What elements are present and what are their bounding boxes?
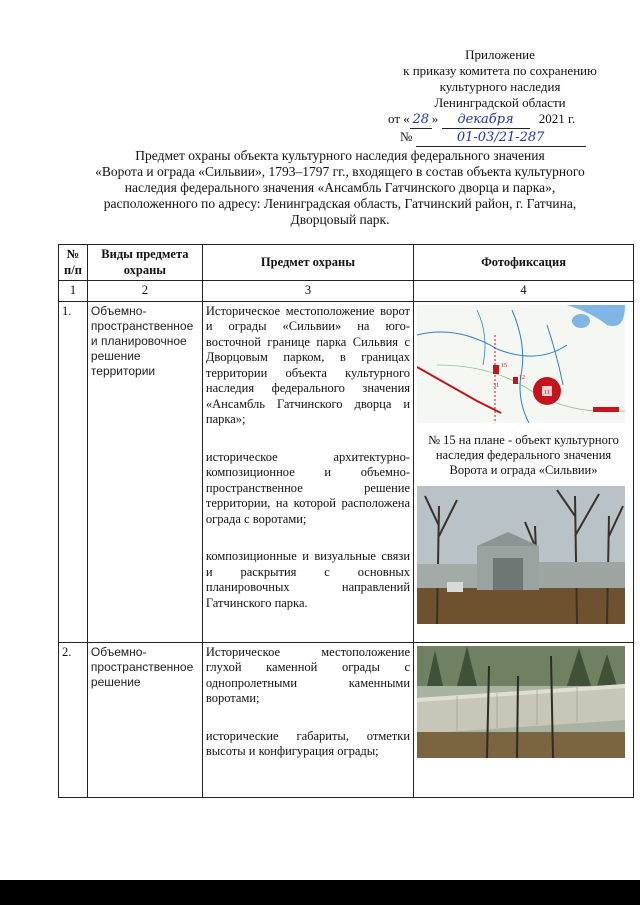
- wall-photo: [417, 646, 625, 758]
- row-photo: [414, 301, 634, 642]
- title-line-2: «Ворота и ограда «Сильвии», 1793–1797 гг., входящего в состав объекта культурного: [95, 164, 585, 179]
- scan-bottom-border: [0, 880, 640, 905]
- date-prefix: от «: [388, 111, 410, 126]
- subject-paragraph: композиционные и визуальные связи и раскрытия с основных планировочных направлений Гатчинского парка.: [205, 549, 411, 610]
- number-value: 01-03/21-287: [416, 130, 586, 147]
- column-number: 3: [202, 281, 413, 302]
- appendix-line-2: к приказу комитета по сохранению: [403, 63, 597, 78]
- header-num: № п/п: [59, 245, 88, 281]
- map-label: 15: [501, 362, 508, 369]
- title-line-3: наследия федерального значения «Ансамбль Гатчинского дворца и парка»,: [124, 180, 556, 195]
- row-photo: [414, 642, 634, 797]
- site-plan-map: [417, 305, 625, 423]
- date-day: 28: [410, 112, 432, 129]
- date-year: 2021 г.: [538, 111, 576, 126]
- title-line-1: Предмет охраны объекта культурного наследия федерального значения: [135, 148, 545, 163]
- date-mid: »: [431, 111, 439, 126]
- date-month: декабря: [442, 112, 530, 129]
- document-title: [60, 148, 620, 228]
- column-number: 1: [59, 281, 88, 302]
- row-num: 2.: [59, 642, 88, 797]
- row-kind: Объемно-пространственное решение: [87, 642, 202, 797]
- map-caption: № 15 на плане - объект культурного наследия федерального значения Ворота и ограда «Сильвии»: [428, 433, 619, 477]
- table-row: [59, 642, 634, 797]
- title-line-4: расположенного по адресу: Ленинградская область, Гатчинский район, г. Гатчина,: [103, 196, 577, 211]
- row-kind: Объемно-пространственное и планировочное решение территории: [87, 301, 202, 642]
- column-number: 4: [414, 281, 634, 302]
- column-number-row: [59, 281, 634, 302]
- appendix-line-4: Ленинградской области: [434, 95, 566, 110]
- map-label: 12: [519, 374, 526, 381]
- map-label: 11: [544, 389, 550, 396]
- appendix-date: [380, 111, 620, 129]
- table-row: [59, 301, 634, 642]
- table-header-row: [59, 245, 634, 281]
- row-subject: [202, 301, 413, 642]
- header-subject: Предмет охраны: [202, 245, 413, 281]
- gate-photo: [417, 486, 625, 624]
- subject-paragraph: историческое архитектурно-композиционное и объемно-пространственное решение территории, на которой расположена ограда с воротами;: [205, 449, 411, 526]
- row-subject: [202, 642, 413, 797]
- appendix-line-3: культурного наследия: [439, 79, 561, 94]
- subject-paragraph: исторические габариты, отметки высоты и конфигурация ограды;: [205, 728, 411, 758]
- header-kind: Виды предмета охраны: [87, 245, 202, 281]
- column-number: 2: [87, 281, 202, 302]
- protection-table: [58, 244, 634, 798]
- map-label: 31: [493, 382, 500, 389]
- appendix-number: [380, 129, 620, 147]
- appendix-line-1: Приложение: [465, 47, 535, 62]
- title-line-5: Дворцовый парк.: [290, 212, 390, 227]
- subject-paragraph: Историческое местоположение ворот и ограды «Сильвии» на юго-восточной границе парка Сильвия с Дворцовым парком, в границах территории объекта культурного наследия федерального значения «Ансамбль Гатчинского дворца и парка»;: [205, 303, 411, 426]
- row-num: 1.: [59, 301, 88, 642]
- subject-paragraph: Историческое местоположение глухой каменной ограды с однопролетными каменными воротами;: [205, 644, 411, 705]
- number-prefix: №: [400, 129, 413, 144]
- appendix-header: [380, 47, 620, 147]
- header-photo: Фотофиксация: [414, 245, 634, 281]
